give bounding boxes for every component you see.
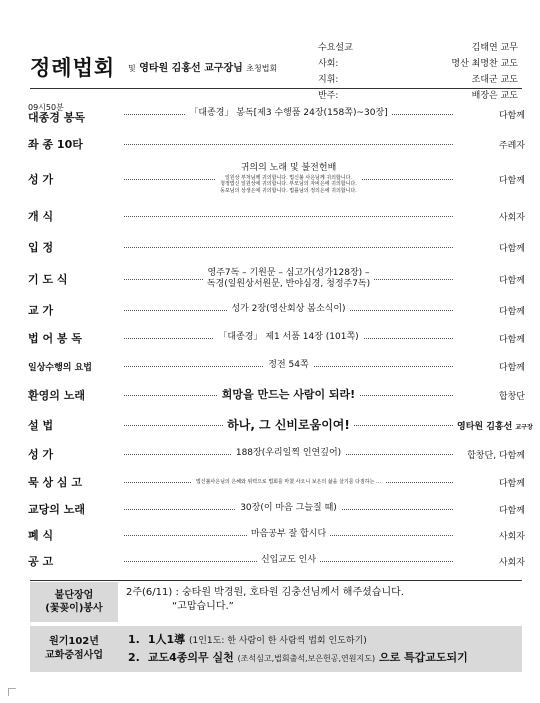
- program-content: [120, 163, 457, 195]
- refuge-line: 청정법신 일원상에 귀의합니다. 부모님의 자비은에 귀의합니다.: [220, 181, 357, 188]
- leader-row: [318, 70, 518, 86]
- refuge-line: 동포님의 상생은에 귀의합니다. 법률님의 정의은에 귀의합니다.: [220, 188, 357, 194]
- program-performer: 합창단: [498, 391, 525, 402]
- sermon-title: 하나, 그 신비로움이여!: [223, 418, 354, 433]
- goals-list: [118, 626, 522, 672]
- program-label: 성 가: [28, 173, 54, 186]
- program-row: [28, 158, 525, 200]
- leader-role: 사회:: [318, 58, 339, 69]
- program-content-text: 희망을 만드는 사람이 되라!: [218, 388, 359, 402]
- preacher-name: 영타원 김홍선: [457, 421, 513, 432]
- program-time: 09시50분: [28, 102, 64, 112]
- offering-quote: “고맙습니다.”: [172, 600, 234, 612]
- program-order: [28, 98, 533, 574]
- program-label: 묵 상 심 고: [28, 476, 82, 489]
- goal-number: 2.: [128, 651, 140, 664]
- program-performer: 다함께: [498, 175, 525, 186]
- page-subtitle: [128, 59, 277, 74]
- program-content-text: 마음공부 잘 합시다: [247, 529, 330, 540]
- leader-name: 배장은 교도: [471, 90, 518, 101]
- program-performer: 다함께: [498, 505, 525, 516]
- refuge-line: 일원상 부처님께 귀의합니다. 법신불 사은님께 귀의합니다.: [224, 174, 353, 181]
- program-content: [120, 388, 457, 402]
- program-content: [120, 360, 457, 371]
- program-row: [28, 496, 525, 522]
- program-row: [28, 548, 525, 574]
- hymn-title: 귀의의 노래 및 불전헌배: [240, 163, 337, 174]
- program-label: 좌 종 10타: [28, 138, 83, 151]
- bulletin-header: [0, 0, 540, 100]
- program-label: 설 법: [28, 419, 54, 432]
- program-content-text: 188장(우리일찍 인연깊어): [232, 448, 345, 459]
- program-label: 법 어 봉 독: [28, 332, 82, 345]
- program-content-text: 「대종경」 봉독[제3 수행품 24장(158쪽)~30장]: [185, 108, 391, 119]
- program-content-text: 30장(이 마음 그늘질 때): [236, 503, 341, 514]
- program-content: [120, 268, 457, 291]
- service-leaders: [318, 38, 518, 102]
- program-content: [120, 108, 457, 119]
- goals-section: [30, 626, 522, 672]
- guest-name: 영타원 김홍선 교구장님: [139, 63, 243, 74]
- program-label: [28, 104, 120, 125]
- leader-row: [318, 54, 518, 70]
- goal-main: 1人1導: [147, 633, 186, 647]
- leader-name: 명산 최명찬 교도: [451, 58, 518, 69]
- program-content: [120, 332, 457, 343]
- program-row: [28, 440, 525, 468]
- program-content-text: 성가 2장(영산회상 봄소식이): [227, 304, 349, 315]
- program-content-text: 법신불사은님의 은혜와 위력으로 법회를 마쳤 사오니 보은의 삶을 살기를 다짐하는 …: [192, 479, 385, 485]
- program-row: [28, 352, 525, 380]
- program-performer: [457, 419, 533, 432]
- program-content-text: [216, 163, 361, 195]
- program-row: [28, 380, 525, 410]
- offering-section: [30, 582, 522, 622]
- program-content-text: 「대종경」 제1 서품 14장 (101쪽): [214, 332, 362, 343]
- program-label: 입 정: [28, 241, 54, 254]
- program-performer: 다함께: [498, 275, 525, 286]
- page-corner-mark: [8, 688, 16, 696]
- offering-title-line: 불단장엄: [54, 590, 94, 601]
- leader-role: 지휘:: [318, 74, 339, 85]
- leader-name: 김태연 교무: [471, 42, 518, 53]
- program-row: [28, 262, 525, 296]
- program-row: [28, 130, 525, 158]
- program-performer: 다함께: [498, 243, 525, 254]
- program-label: 기 도 식: [28, 273, 68, 286]
- program-label: 일상수행의 요법: [28, 362, 92, 373]
- program-performer: 다함께: [498, 478, 525, 489]
- program-performer: 사회자: [498, 212, 525, 223]
- program-content-text: 신입교도 인사: [257, 555, 320, 566]
- offering-title: [30, 582, 118, 622]
- leader-role: 수요설교: [318, 42, 353, 53]
- goal-detail: (조석심고,법회출석,보은헌공,연원지도): [237, 654, 376, 663]
- offering-text: 2주(6/11) : 숭타원 박경원, 호타원 김충선님께서 해주셨습니다.: [126, 587, 404, 598]
- program-row: [28, 410, 533, 440]
- program-label: 공 고: [28, 555, 54, 568]
- goal-number: 1.: [128, 633, 140, 647]
- prayer-line: 독경(일원상서원문, 반야심경, 청정주7독): [206, 279, 371, 289]
- program-content: [120, 529, 457, 540]
- program-divider: [30, 580, 522, 581]
- program-row: [28, 98, 525, 130]
- program-label: 성 가: [28, 448, 54, 461]
- program-label: 환영의 노래: [28, 389, 85, 402]
- program-label: 개 식: [28, 210, 54, 223]
- program-performer: 합창단, 다함께: [467, 450, 525, 461]
- program-content: [120, 448, 457, 459]
- goal-item: [128, 631, 522, 649]
- preacher-title: 교구장: [515, 423, 533, 431]
- program-label: 폐 식: [28, 529, 54, 542]
- offering-body: [118, 582, 522, 622]
- header-divider: [30, 88, 522, 89]
- program-label-text: 대종경 봉독: [28, 111, 85, 125]
- program-row: [28, 232, 525, 262]
- program-performer: 다함께: [498, 110, 525, 121]
- program-row: [28, 296, 525, 324]
- prayer-line: 영주7독 – 기원문 – 심고가(성가128장) –: [207, 267, 370, 278]
- program-performer: 사회자: [498, 531, 525, 542]
- leader-role: 반주:: [318, 90, 339, 101]
- page-title: 정례법회: [30, 55, 116, 80]
- leader-row: [318, 38, 518, 54]
- program-content: [120, 304, 457, 315]
- leader-name: 조대군 교도: [471, 74, 518, 85]
- program-row: [28, 200, 525, 232]
- goals-title: [30, 626, 118, 672]
- offering-title-line: (꽃꽂이)봉사: [45, 603, 103, 614]
- goals-title-line: 교화중점사업: [45, 650, 103, 661]
- program-row: [28, 324, 525, 352]
- program-row: [28, 468, 525, 496]
- program-label: 교 가: [28, 304, 54, 317]
- subtitle-joiner: 및: [128, 64, 136, 73]
- goal-main: 교도4종의무 실천: [147, 651, 234, 664]
- program-content: [120, 503, 457, 514]
- program-performer: 다함께: [498, 334, 525, 345]
- program-row: [28, 522, 525, 548]
- program-content: [120, 555, 457, 566]
- program-content: [120, 418, 457, 433]
- program-performer: 주례자: [498, 140, 525, 151]
- goals-title-line: 원기102년: [49, 636, 99, 647]
- program-performer: 다함께: [498, 362, 525, 373]
- program-performer: 사회자: [498, 557, 525, 568]
- goal-item: [128, 649, 522, 667]
- program-label: 교당의 노래: [28, 503, 85, 516]
- program-content-text: 정전 54쪽: [264, 360, 312, 371]
- subtitle-suffix: 초청법회: [246, 64, 278, 73]
- goal-tail: 으로 특갑교도되기: [378, 651, 468, 664]
- program-content: [120, 479, 457, 485]
- goal-detail: (1인1도: 한 사람이 한 사람씩 법회 인도하기): [189, 636, 367, 647]
- program-performer: 다함께: [498, 306, 525, 317]
- program-content-text: [203, 268, 374, 291]
